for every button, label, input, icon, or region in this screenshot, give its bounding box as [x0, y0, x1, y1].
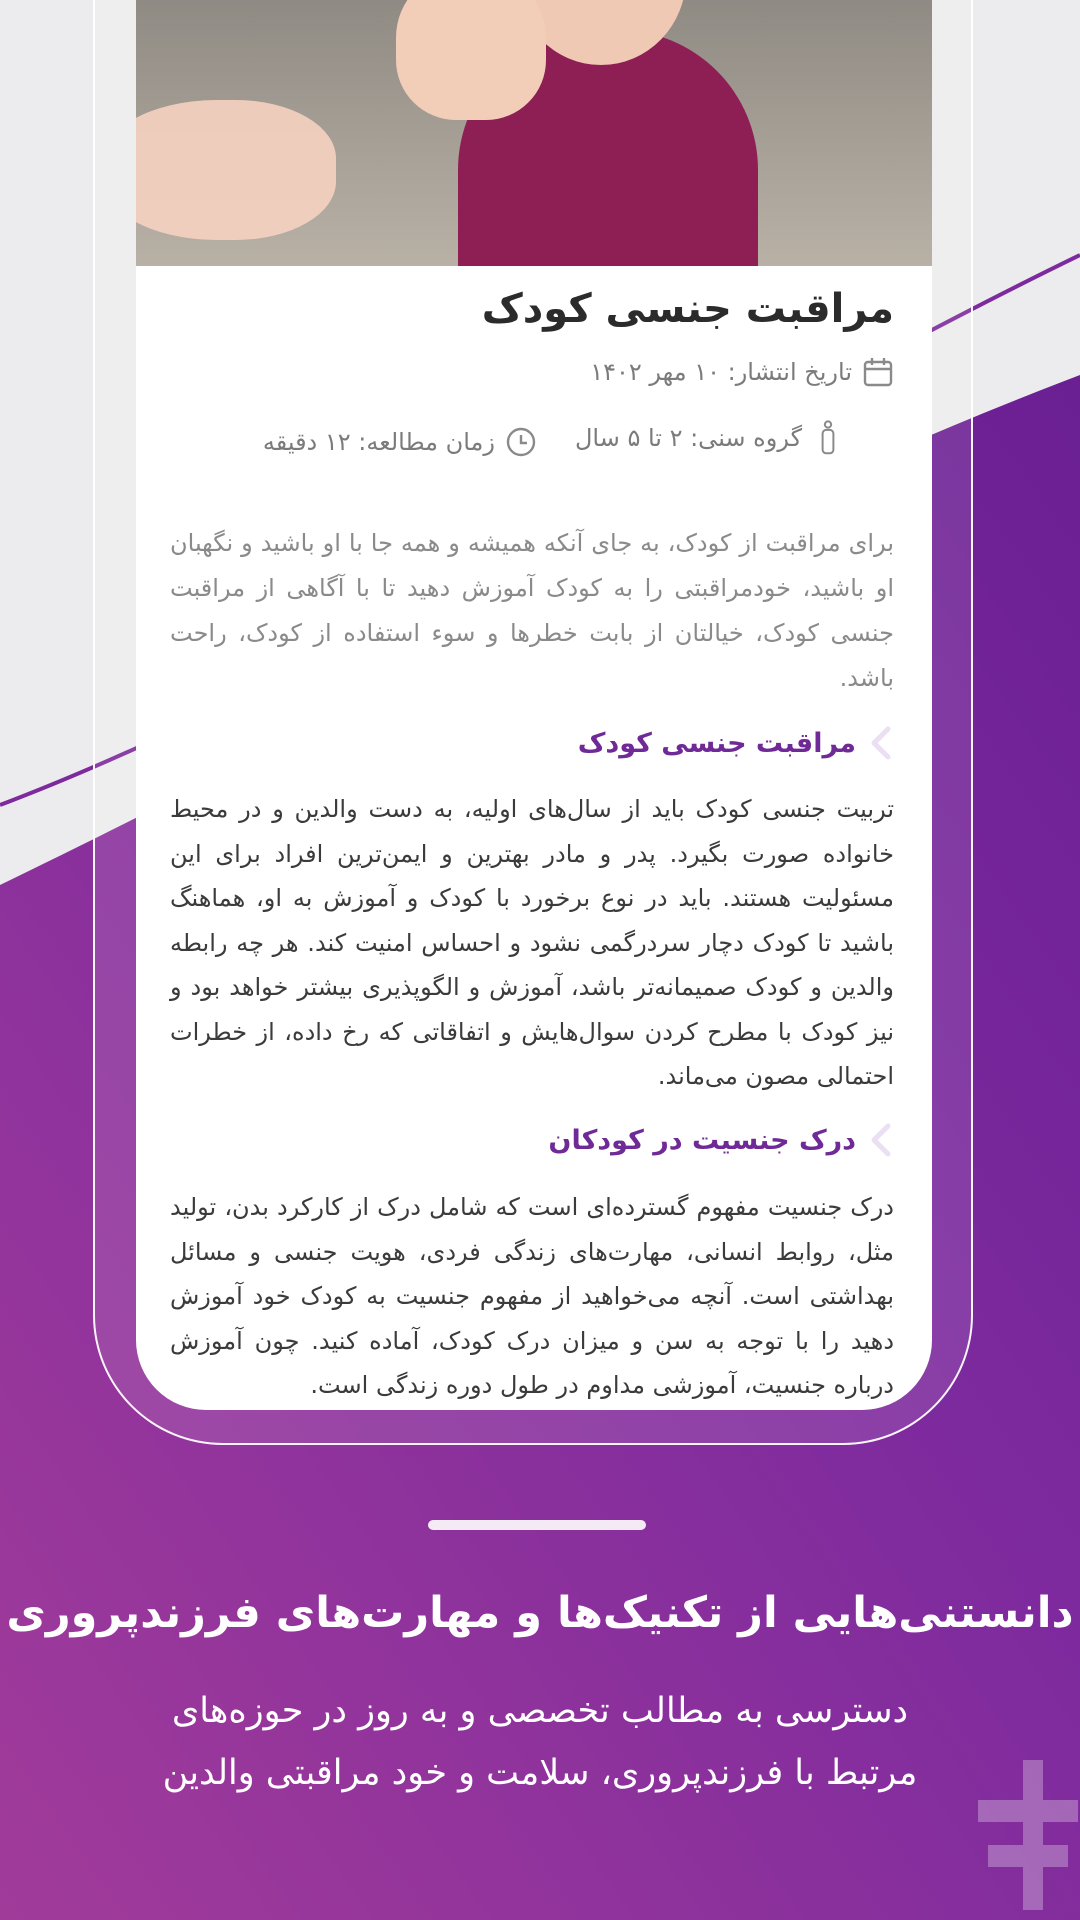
caption-subtitle-line2: مرتبط با فرزندپروری، سلامت و خود مراقبتی والدین — [162, 1753, 918, 1793]
section-heading-1: مراقبت جنسی کودک — [578, 726, 894, 760]
article-intro: برای مراقبت از کودک، به جای آنکه همیشه و همه جا با او باشید و نگهبان او باشید، خودمراقبتی را به کودک آموزش دهید تا با آگاهی از مراقبت جنسی کودک، خیالتان از بابت خطرها و سوء استفاده از کودک، راحت باشد. — [170, 529, 894, 692]
app-logo-icon — [978, 1760, 1078, 1910]
caption-subtitle — [140, 1680, 940, 1804]
age-group: گروه سنی: ۲ تا ۵ سال — [574, 424, 802, 452]
reading-time: زمان مطالعه: ۱۲ دقیقه — [262, 428, 495, 456]
article — [136, 266, 932, 1410]
phone-screen — [136, 0, 932, 1410]
chevron-left-icon — [866, 1123, 894, 1157]
article-title: مراقبت جنسی کودک — [481, 286, 894, 332]
section-body-1: تربیت جنسی کودک باید از سال‌های اولیه، به دست والدین و در محیط خانواده صورت بگیرد. پدر و مادر بهترین و ایمن‌ترین افراد برای این مسئولیت هستند. باید در نوع برخورد با کودک و آموزش به او، هماهنگ باشید تا کودک دچار سردرگمی نشود و احساس امنیت کند. هر چه رابطه والدین و کودک صمیمانه‌تر باشد، آموزش و الگوپذیری بیشتر خواهد بود و نیز کودک با مطرح کردن سوال‌هایش و اتفاقاتی که رخ داده، از خطرات احتمالی مصون می‌ماند. — [170, 795, 894, 1090]
home-indicator[interactable] — [428, 1520, 646, 1530]
age-group-row — [575, 420, 844, 456]
section-body-2: درک جنسیت مفهوم گسترده‌ای است که شامل درک از کارکرد بدن، تولید مثل، روابط انسانی، مهارت‌های زندگی فردی، هویت جنسی و مسائل بهداشتی است. آنچه می‌خواهید از مفهوم جنسیت به کودک خود آموزش دهید را با توجه به سن و میزان درک کودک، آماده کنید. چون آموزش درباره جنسیت، آموزشی مداوم در طول دوره زندگی است. — [170, 1193, 894, 1399]
child-icon — [812, 420, 844, 456]
clock-icon — [505, 424, 537, 460]
hero-image — [136, 0, 932, 266]
caption-title: دانستنی‌هایی از تکنیک‌ها و مهارت‌های فرزندپروری — [6, 1588, 1074, 1638]
chevron-left-icon — [866, 726, 894, 760]
calendar-icon — [862, 354, 894, 390]
caption-subtitle-line1: دسترسی به مطالب تخصصی و به روز در حوزه‌های — [171, 1691, 909, 1731]
reading-time-row — [263, 424, 537, 460]
publish-date: تاریخ انتشار: ۱۰ مهر ۱۴۰۲ — [590, 358, 852, 386]
section-heading-2: درک جنسیت در کودکان — [548, 1123, 894, 1157]
publish-date-row — [590, 354, 894, 390]
